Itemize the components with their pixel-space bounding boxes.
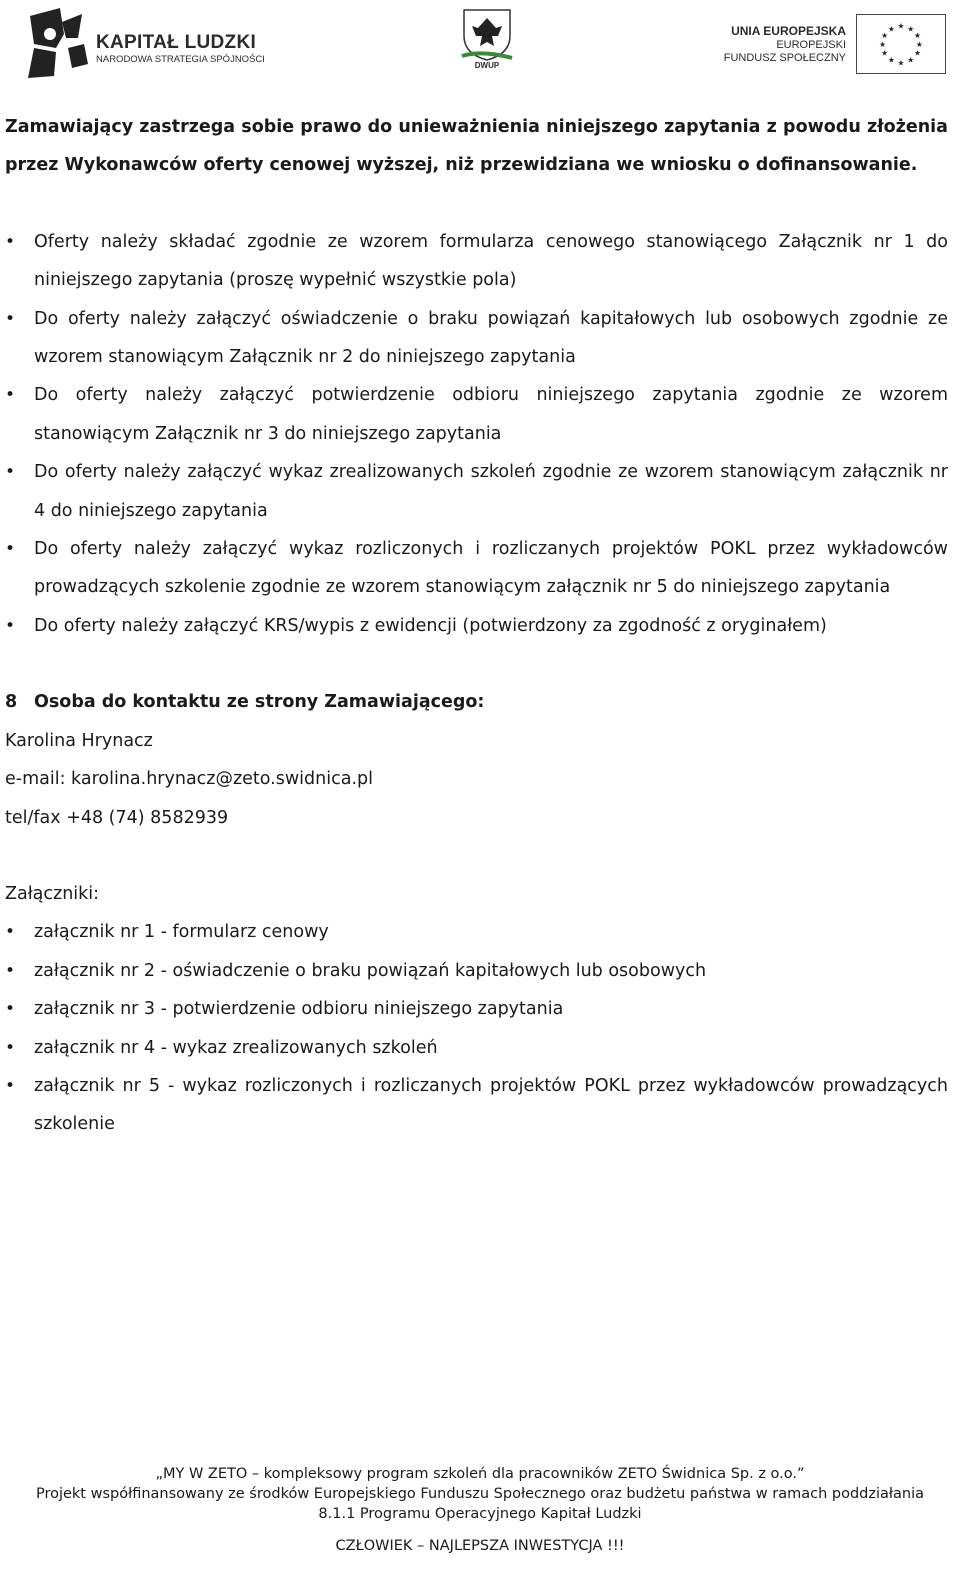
- dwup-logo: [458, 6, 516, 76]
- contact-phone: tel/fax +48 (74) 8582939: [5, 807, 229, 828]
- dwup-label: DWUP: [474, 61, 500, 70]
- document-body: [5, 108, 948, 1144]
- contact-name: Karolina Hrynacz: [5, 730, 153, 751]
- eu-line-3: FUNDUSZ SPOŁECZNY: [723, 52, 846, 64]
- list-item: • załącznik nr 1 - formularz cenowy: [5, 913, 948, 951]
- svg-text:★: ★: [915, 39, 923, 49]
- footer-programme: 8.1.1 Programu Operacyjnego Kapitał Ludzki: [318, 1506, 642, 1522]
- list-item: • załącznik nr 5 - wykaz rozliczonych i rozliczanych projektów POKL przez wykładowców prowadzących szkolenie: [5, 1067, 948, 1144]
- svg-text:★: ★: [881, 31, 889, 41]
- kapital-ludzki-logo: [26, 4, 266, 80]
- contact-section-heading: [5, 683, 948, 721]
- list-item: • Do oferty należy załączyć KRS/wypis z ewidencji (potwierdzony za zgodność z oryginałem): [5, 607, 948, 645]
- intro-paragraph: Zamawiający zastrzega sobie prawo do unieważnienia niniejszego zapytania z powodu złożenia przez Wykonawców oferty cenowej wyższej, niż przewidziana we wniosku o dofinansowanie.: [5, 117, 948, 176]
- list-item: • Oferty należy składać zgodnie ze wzorem formularza cenowego stanowiącego Załącznik nr 1 do niniejszego zapytania (proszę wypełnić wszystkie pola): [5, 223, 948, 300]
- svg-text:★: ★: [897, 58, 905, 68]
- eu-logo: [723, 14, 946, 74]
- svg-text:★: ★: [907, 24, 915, 34]
- list-item: • Do oferty należy załączyć oświadczenie o braku powiązań kapitałowych lub osobowych zgodnie ze wzorem stanowiącym Załącznik nr 2 do niniejszego zapytania: [5, 300, 948, 377]
- list-item: • Do oferty należy załączyć potwierdzenie odbioru niniejszego zapytania zgodnie ze wzorem stanowiącym Załącznik nr 3 do niniejszego zapytania: [5, 376, 948, 453]
- dwup-eagle-icon: [458, 6, 516, 62]
- svg-text:★: ★: [913, 31, 921, 41]
- attachments-list: [5, 913, 948, 1143]
- footer-slogan: CZŁOWIEK – NAJLEPSZA INWESTYCJA !!!: [335, 1538, 625, 1554]
- footer-funding-note: Projekt współfinansowany ze środków Europejskiego Funduszu Społecznego oraz budżetu państwa w ramach poddziałania: [35, 1486, 925, 1502]
- attachments-heading: Załączniki:: [5, 883, 100, 904]
- kapital-ludzki-subtitle: NARODOWA STRATEGIA SPÓJNOŚCI: [96, 54, 265, 65]
- svg-text:★: ★: [887, 55, 895, 65]
- requirements-list: [5, 223, 948, 645]
- svg-text:★: ★: [897, 21, 905, 31]
- list-item: • załącznik nr 2 - oświadczenie o braku powiązań kapitałowych lub osobowych: [5, 952, 948, 990]
- kapital-ludzki-logo-icon: [26, 4, 92, 80]
- footer-project-title: „MY W ZETO – kompleksowy program szkoleń dla pracowników ZETO Świdnica Sp. z o.o.”: [155, 1466, 805, 1482]
- eu-flag-icon: [856, 14, 946, 74]
- svg-text:★: ★: [913, 48, 921, 58]
- list-item: • załącznik nr 3 - potwierdzenie odbioru niniejszego zapytania: [5, 990, 948, 1028]
- contact-email: e-mail: karolina.hrynacz@zeto.swidnica.pl: [5, 769, 373, 790]
- list-item: • załącznik nr 4 - wykaz zrealizowanych szkoleń: [5, 1029, 948, 1067]
- section-number: 8: [5, 692, 18, 713]
- page-header: [0, 0, 960, 90]
- kapital-ludzki-title: KAPITAŁ LUDZKI: [96, 32, 257, 53]
- eu-line-1: UNIA EUROPEJSKA: [731, 24, 846, 38]
- svg-text:★: ★: [879, 39, 887, 49]
- page-footer: [0, 1464, 960, 1556]
- svg-text:★: ★: [887, 24, 895, 34]
- eu-line-2: EUROPEJSKI: [776, 39, 846, 51]
- list-item: • Do oferty należy załączyć wykaz zrealizowanych szkoleń zgodnie ze wzorem stanowiącym załącznik nr 4 do niniejszego zapytania: [5, 453, 948, 530]
- list-item: • Do oferty należy załączyć wykaz rozliczonych i rozliczanych projektów POKL przez wykładowców prowadzących szkolenie zgodnie ze wzorem stanowiącym załącznik nr 5 do niniejszego zapytania: [5, 530, 948, 607]
- section-title: Osoba do kontaktu ze strony Zamawiającego:: [34, 692, 485, 713]
- svg-text:★: ★: [907, 55, 915, 65]
- svg-text:★: ★: [881, 48, 889, 58]
